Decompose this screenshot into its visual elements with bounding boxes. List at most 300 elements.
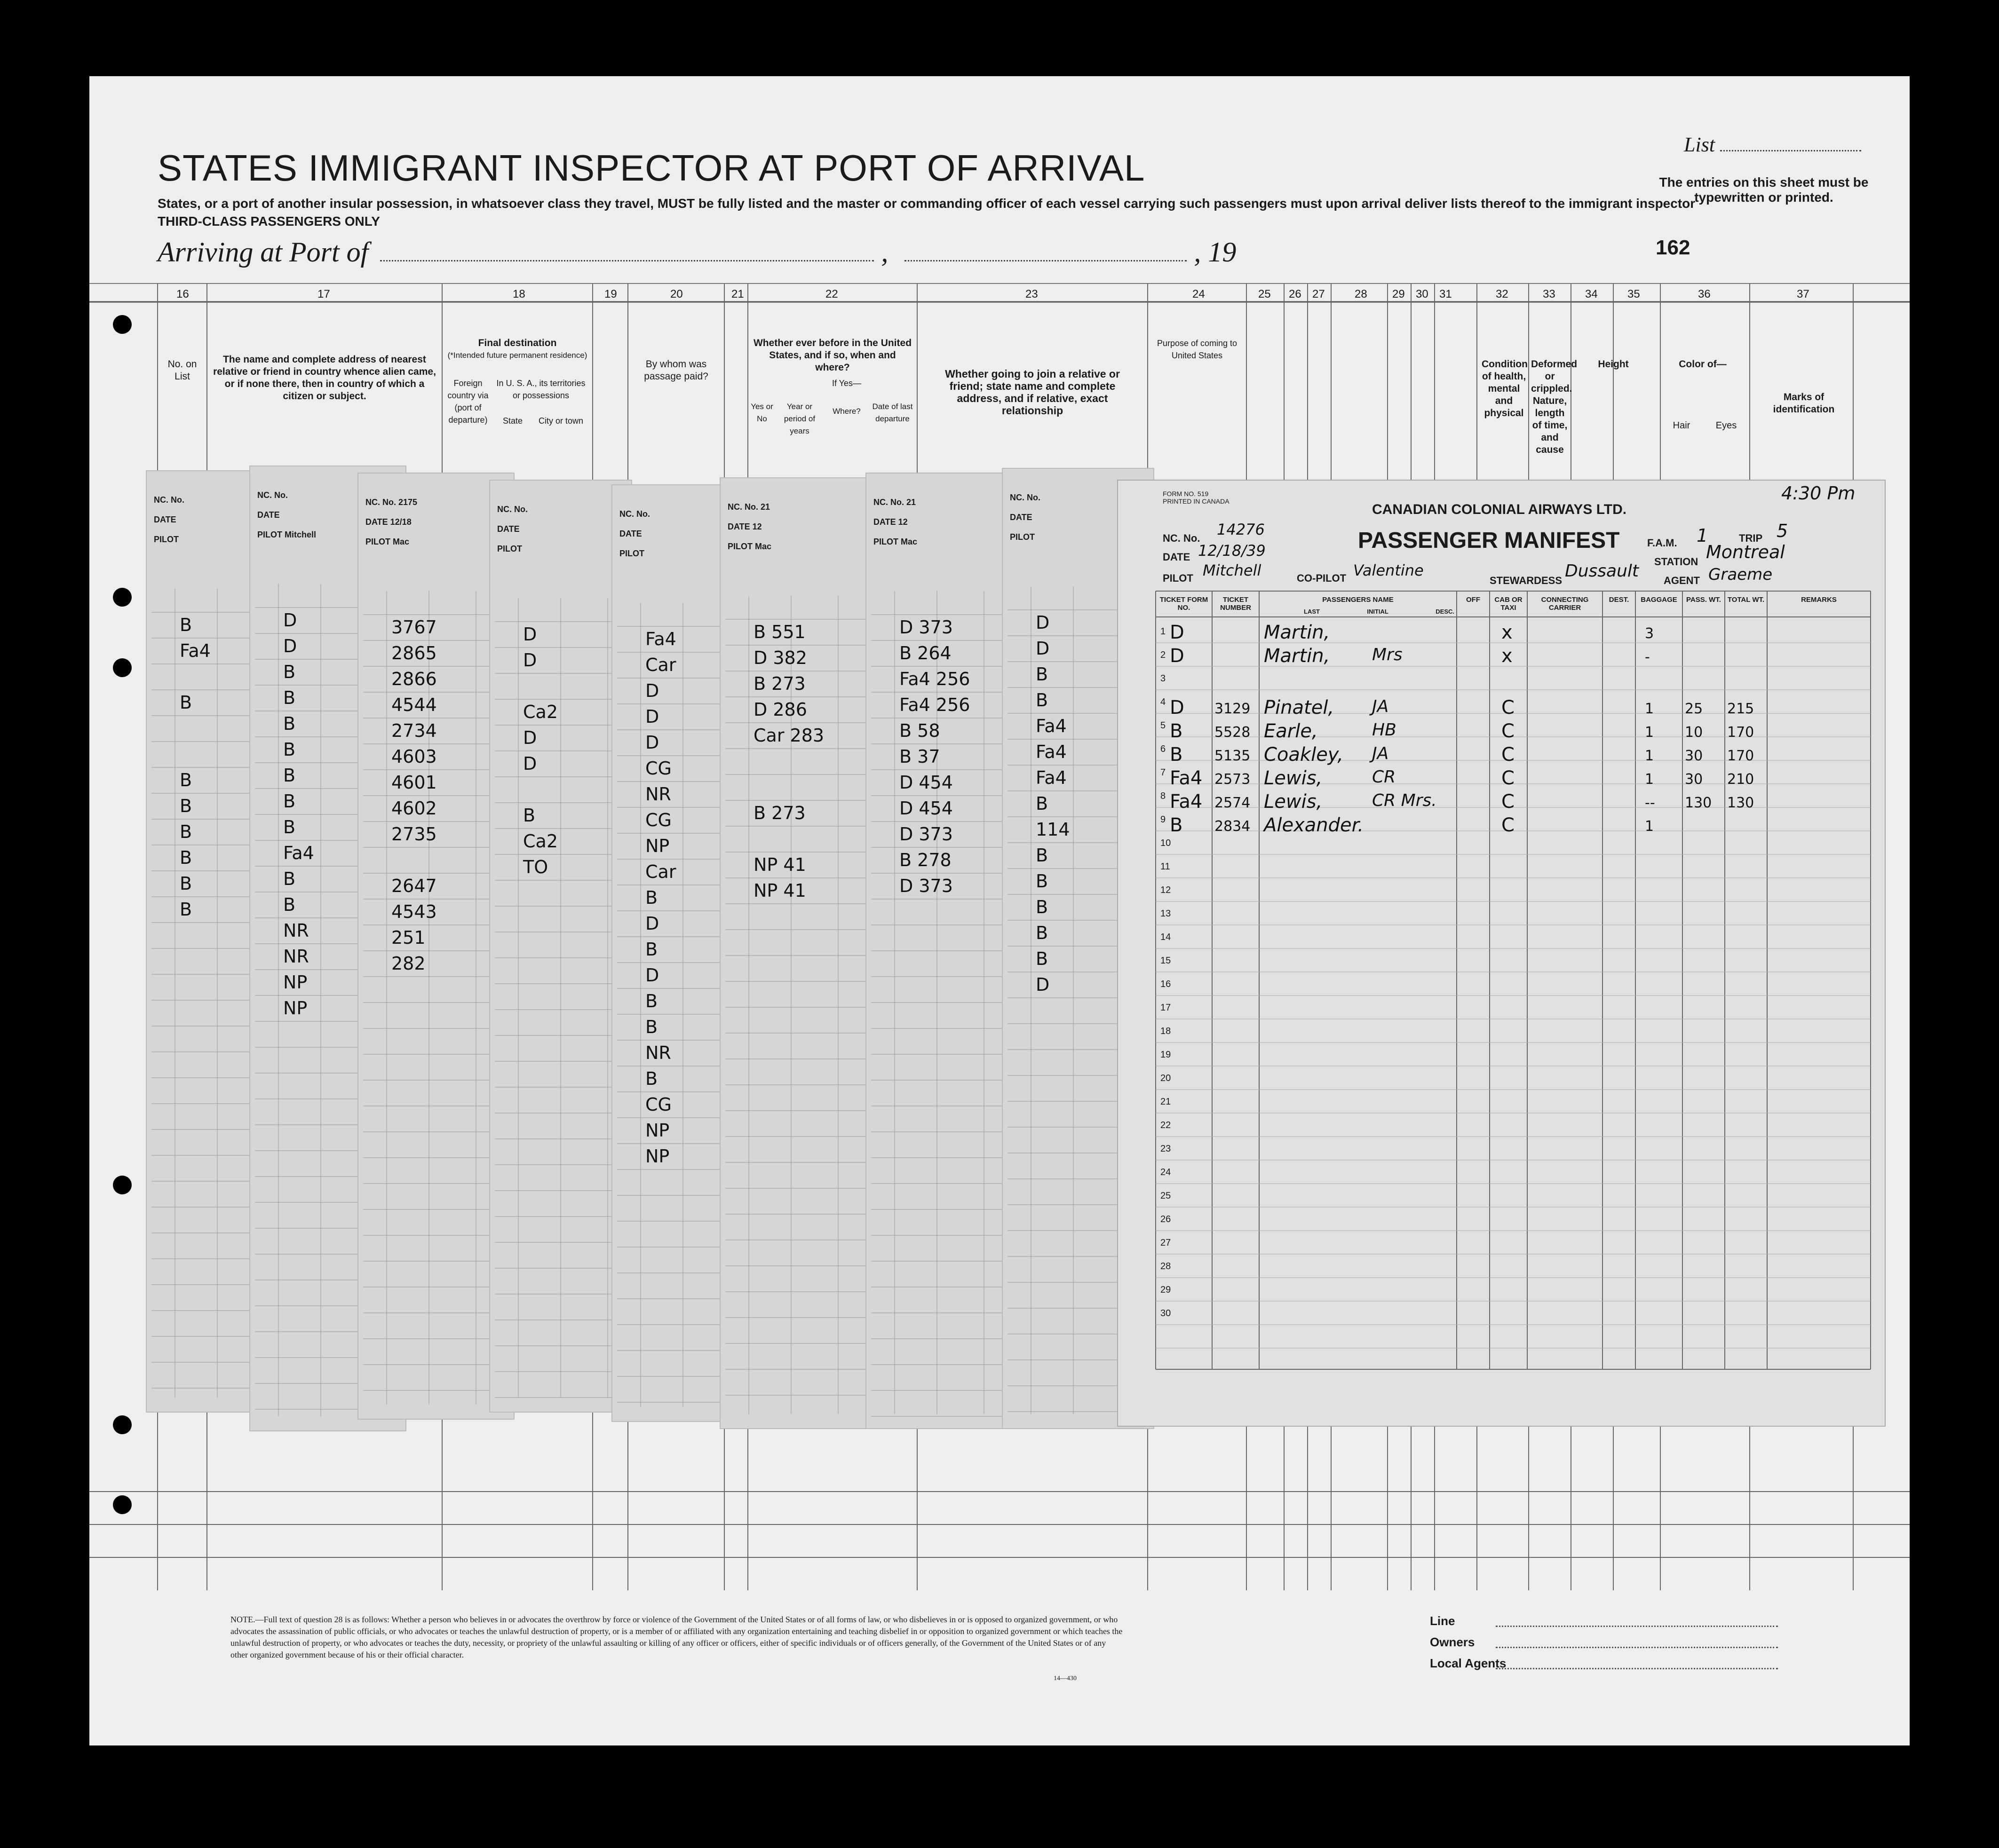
strip-entry: B: [180, 821, 192, 842]
manifest-pass-wt: 130: [1685, 795, 1712, 811]
strip-date: DATE: [619, 529, 642, 538]
manifest-row-number: 27: [1160, 1238, 1171, 1248]
col-num-17: 17: [317, 288, 330, 300]
col-num-31: 31: [1439, 288, 1452, 300]
passenger-manifest: [1117, 480, 1886, 1427]
manifest-row-number: 1: [1160, 626, 1166, 637]
manifest-row-number: 28: [1160, 1261, 1171, 1271]
strip-date: DATE 12: [873, 517, 908, 527]
col-num-16: 16: [176, 288, 189, 300]
manifest-cab-taxi: C: [1501, 744, 1515, 766]
strip-entry: Car 283: [754, 725, 825, 746]
trip-label: TRIP: [1739, 532, 1763, 544]
strip-pilot: PILOT: [619, 549, 644, 558]
list-label: List: [1684, 133, 1861, 157]
manifest-cab-taxi: C: [1501, 791, 1515, 813]
manifest-ticket-number: 2574: [1214, 795, 1251, 811]
manifest-passenger-last-name: Lewis,: [1264, 767, 1323, 789]
strip-entry: 4603: [391, 746, 437, 767]
strip-entry: D: [645, 913, 659, 934]
strip-entry: Fa4 256: [899, 669, 970, 689]
strip-entry: B: [180, 615, 192, 635]
hdr-final-destination: Final destination (*Intended future permanent residence): [447, 338, 587, 360]
strip-entry: NP 41: [754, 854, 806, 875]
strip-entry: B: [645, 1017, 658, 1037]
manifest-total-wt: 215: [1727, 701, 1754, 717]
strip-entry: B: [283, 687, 296, 708]
strip-entry: B: [180, 692, 192, 713]
manifest-row-number: 21: [1160, 1097, 1171, 1107]
strip-entry: NP 41: [754, 880, 806, 901]
col-num-29: 29: [1392, 288, 1405, 300]
manifest-baggage: 1: [1645, 724, 1654, 741]
col-num-20: 20: [670, 288, 683, 300]
strip-entry: B 551: [754, 622, 806, 642]
strip-entry: B 37: [899, 746, 940, 767]
strip-entry: B: [645, 939, 658, 960]
col-num-30: 30: [1416, 288, 1428, 300]
col-num-33: 33: [1543, 288, 1555, 300]
manifest-total-wt: 210: [1727, 771, 1754, 788]
manifest-passenger-last-name: Pinatel,: [1264, 697, 1334, 719]
hdr-join-relative: Whether going to join a relative or friend; state name and complete address, and if relative, exact relationship: [945, 368, 1120, 417]
manifest-row-number: 26: [1160, 1214, 1171, 1224]
manifest-cab-taxi: C: [1501, 697, 1515, 719]
entries-note: The entries on this sheet must be typewritten or printed.: [1659, 175, 1869, 205]
hdr-if-yes: If Yes—: [832, 379, 862, 388]
form-subtitle: States, or a port of another insular possession, in whatsoever class they travel, MUST be fully listed and the master or commanding officer of each vessel carrying such passengers must upon arrival deliver lists thereof to the immigrant inspector: [158, 196, 1696, 211]
manifest-row-number: 7: [1160, 767, 1166, 778]
strip-nc: NC. No.: [1010, 493, 1040, 502]
col-ticket-number: TICKET NUMBER: [1220, 596, 1251, 612]
strip-entry: 4601: [391, 772, 437, 793]
arriving-port-line: Arriving at Port of , , 19: [158, 237, 1237, 268]
strip-entry: D 373: [899, 876, 953, 896]
manifest-pass-wt: 30: [1685, 748, 1703, 764]
strip-grid: [490, 481, 631, 1412]
station-label: STATION: [1654, 556, 1698, 568]
manifest-row-number: 29: [1160, 1285, 1171, 1295]
manifest-passenger-initial: JA: [1372, 697, 1389, 716]
manifest-ticket-number: 2834: [1214, 818, 1251, 835]
agents-field: [1496, 1668, 1778, 1669]
strip-entry: NP: [645, 836, 670, 856]
strip-entry: B 264: [899, 643, 952, 663]
col-num-27: 27: [1312, 288, 1325, 300]
date-label: DATE: [1163, 551, 1190, 563]
strip-entry: D: [523, 650, 537, 671]
strip-entry: D 382: [754, 648, 807, 668]
manifest-row-number: 19: [1160, 1050, 1171, 1060]
strip-entry: 2647: [391, 876, 437, 896]
manifest-cab-taxi: C: [1501, 720, 1515, 742]
strip-entry: CG: [645, 758, 672, 779]
manifest-row-number: 12: [1160, 885, 1171, 895]
strip-entry: NP: [645, 1146, 670, 1167]
manifest-passenger-last-name: Martin,: [1264, 645, 1330, 667]
strip-entry: B 273: [754, 803, 806, 823]
manifest-row-number: 5: [1160, 720, 1166, 731]
manifest-cab-taxi: x: [1501, 645, 1513, 667]
strip-date: DATE: [257, 510, 280, 520]
footnote-question-28: NOTE.—Full text of question 28 is as follows: Whether a person who believes in or advocates the overthrow by force or violence of the Government of the United States or of all forms of law, or who disbelieves in or is opposed to organized government, or who advocates the assassination of public officials, or who advocates or teaches the unlawful destruction of property, or is a member of or affiliated with any organization entertaining and teaching disbelief in or opposition to organized government or which teaches the unlawful destruction of property, or who advocates or teaches the duty, necessity, or propriety of the unlawful assaulting or killing of any officer or officers, either of specific individuals or of officers generally, of the Government of the United States or of any other organized government because of his or their official character.: [230, 1615, 1123, 1659]
col-num-26: 26: [1289, 288, 1301, 300]
strip-entry: B: [1036, 664, 1048, 685]
manifest-row-number: 18: [1160, 1026, 1171, 1036]
strip-entry: B 278: [899, 850, 952, 870]
port-blank: [380, 260, 874, 261]
binder-hole: [113, 588, 132, 607]
strip-entry: TO: [523, 857, 548, 877]
col-ticket-form: TICKET FORM NO.: [1159, 596, 1208, 612]
strip-date: DATE 12: [728, 522, 762, 531]
col-num-18: 18: [513, 288, 525, 300]
arriving-label: Arriving at Port of: [158, 237, 369, 268]
hdr-passage-paid: By whom was passage paid?: [644, 359, 708, 382]
manifest-passenger-last-name: Lewis,: [1264, 791, 1323, 813]
manifest-passenger-initial: Mrs: [1372, 645, 1403, 664]
attached-ticket-strip: [489, 480, 632, 1413]
manifest-ticket-number: 5528: [1214, 724, 1251, 741]
stewardess-label: STEWARDESS: [1490, 575, 1563, 586]
manifest-passenger-last-name: Alexander.: [1264, 814, 1364, 836]
strip-entry: 3767: [391, 617, 437, 638]
col-num-19: 19: [604, 288, 617, 300]
manifest-form-no: FORM NO. 519 PRINTED IN CANADA: [1163, 490, 1230, 505]
agent-value: Graeme: [1708, 565, 1773, 584]
manifest-row-number: 14: [1160, 932, 1171, 942]
strip-entry: B 273: [754, 673, 806, 694]
hdr-period: Year or period of years: [784, 402, 816, 435]
col-num-35: 35: [1627, 288, 1640, 300]
col-baggage: BAGGAGE: [1641, 596, 1677, 604]
col-num-24: 24: [1192, 288, 1205, 300]
strip-entry: B: [283, 739, 296, 760]
strip-entry: B: [180, 899, 192, 920]
binder-hole: [113, 658, 132, 677]
manifest-cab-taxi: C: [1501, 767, 1515, 789]
binder-hole: [113, 315, 132, 334]
manifest-baggage: --: [1645, 795, 1655, 811]
strip-entry: 4544: [391, 695, 437, 715]
strip-entry: B: [283, 791, 296, 812]
strip-nc: NC. No.: [619, 509, 650, 519]
strip-entry: NP: [645, 1120, 670, 1141]
manifest-time-note: 4:30 Pm: [1781, 483, 1856, 504]
sheet-number: 162: [1656, 236, 1690, 259]
hdr-purpose: Purpose of coming to United States: [1157, 339, 1237, 360]
strip-entry: NR: [645, 1042, 671, 1063]
col-pass-wt: PASS. WT.: [1686, 596, 1721, 604]
strip-entry: 2865: [391, 643, 437, 663]
strip-entry: B: [180, 796, 192, 816]
hdr-marks-identification: Marks of identification: [1773, 392, 1835, 415]
fam-value: 1: [1697, 525, 1708, 546]
strip-nc: NC. No. 21: [873, 498, 916, 507]
manifest-row-number: 17: [1160, 1003, 1171, 1013]
manifest-company: CANADIAN COLONIAL AIRWAYS LTD.: [1372, 502, 1627, 517]
strip-pilot: PILOT: [1010, 532, 1035, 542]
binder-hole: [113, 1415, 132, 1434]
manifest-total-wt: 130: [1727, 795, 1754, 811]
hdr-in-usa: In U. S. A., its territories or possessions: [496, 379, 586, 400]
pilot-label: PILOT: [1163, 572, 1193, 584]
date-blank: [904, 260, 1187, 261]
binder-hole: [113, 1495, 132, 1514]
manifest-total-wt: 170: [1727, 748, 1754, 764]
strip-entry: NR: [283, 920, 309, 941]
manifest-cab-taxi: x: [1501, 622, 1513, 643]
col-off: OFF: [1466, 596, 1480, 604]
manifest-row-number: 8: [1160, 791, 1166, 801]
manifest-row-number: 16: [1160, 979, 1171, 989]
manifest-title: PASSENGER MANIFEST: [1358, 528, 1620, 553]
strip-entry: D: [523, 753, 537, 774]
strip-entry: B: [645, 1068, 658, 1089]
strip-nc: NC. No.: [497, 505, 528, 514]
strip-entry: CG: [645, 810, 672, 830]
manifest-baggage: 1: [1645, 748, 1654, 764]
owners-label: Owners: [1430, 1635, 1475, 1649]
strip-entry: 2734: [391, 720, 437, 741]
manifest-ticket-form: B: [1170, 814, 1183, 836]
strip-entry: D: [283, 610, 297, 631]
manifest-baggage: 3: [1645, 625, 1654, 642]
strip-entry: 4543: [391, 901, 437, 922]
strip-entry: D 373: [899, 617, 953, 638]
manifest-passenger-initial: JA: [1372, 744, 1389, 763]
strip-entry: Fa4: [1036, 742, 1067, 762]
line-label: Line: [1430, 1614, 1455, 1628]
attached-ticket-strip: [720, 477, 877, 1429]
manifest-row-number: 13: [1160, 908, 1171, 919]
manifest-row-number: 3: [1160, 673, 1166, 684]
col-total-wt: TOTAL WT.: [1727, 596, 1765, 604]
hdr-ever-before-in-us: Whether ever before in the United States, and if so, when and where?: [753, 338, 912, 373]
strip-entry: B: [283, 894, 296, 915]
manifest-cab-taxi: C: [1501, 814, 1515, 836]
strip-entry: D: [645, 732, 659, 753]
manifest-passenger-last-name: Earle,: [1264, 720, 1318, 742]
col-num-37: 37: [1797, 288, 1809, 300]
hdr-color-of: Color of—: [1679, 359, 1727, 370]
trip-value: 5: [1777, 521, 1788, 541]
col-num-34: 34: [1585, 288, 1598, 300]
strip-nc: NC. No. 21: [728, 502, 770, 512]
strip-entry: D 373: [899, 824, 953, 845]
strip-entry: 251: [391, 927, 426, 948]
strip-entry: B: [645, 991, 658, 1011]
strip-entry: 4602: [391, 798, 437, 819]
strip-entry: D: [645, 706, 659, 727]
nc-value: 14276: [1217, 521, 1265, 538]
strip-entry: D: [1036, 974, 1050, 995]
col-dest: DEST.: [1609, 596, 1629, 604]
manifest-total-wt: 170: [1727, 724, 1754, 741]
manifest-row-number: 2: [1160, 650, 1166, 660]
strip-entry: B: [523, 805, 536, 826]
strip-entry: D: [1036, 612, 1050, 633]
form-id: 14—430: [1054, 1675, 1077, 1682]
strip-entry: Ca2: [523, 702, 558, 722]
hdr-foreign-country: Foreign country via (port of departure): [447, 379, 489, 425]
strip-entry: 2735: [391, 824, 437, 845]
strip-entry: CG: [645, 1094, 672, 1115]
manifest-ticket-form: B: [1170, 720, 1183, 742]
col-remarks: REMARKS: [1801, 596, 1837, 604]
manifest-row-number: 30: [1160, 1308, 1171, 1319]
strip-entry: NR: [645, 784, 671, 805]
strip-entry: D 454: [899, 772, 953, 793]
col-num-36: 36: [1698, 288, 1711, 300]
strip-entry: B: [283, 713, 296, 734]
strip-entry: B: [1036, 923, 1048, 943]
strip-entry: Fa4: [1036, 716, 1067, 736]
strip-entry: D: [645, 680, 659, 701]
manifest-ticket-form: Fa4: [1170, 767, 1203, 789]
strip-entry: B: [283, 817, 296, 837]
col-passenger-name: PASSENGERS NAME LAST INITIAL DESC.: [1304, 596, 1454, 615]
strip-entry: B: [1036, 871, 1048, 892]
manifest-passenger-last-name: Martin,: [1264, 622, 1330, 643]
attached-ticket-strip: [865, 473, 1023, 1429]
strip-entry: B: [1036, 690, 1048, 711]
strip-entry: B: [645, 887, 658, 908]
class-line: THIRD-CLASS PASSENGERS ONLY: [158, 214, 380, 229]
manifest-baggage: 1: [1645, 771, 1654, 788]
manifest-baggage: -: [1645, 649, 1650, 665]
owners-field: [1496, 1647, 1778, 1648]
fam-label: F.A.M.: [1647, 537, 1677, 549]
stewardess-value: Dussault: [1565, 561, 1639, 581]
col-num-21: 21: [731, 288, 744, 300]
strip-entry: Ca2: [523, 831, 558, 852]
hdr-deformed: Deformed or crippled. Nature, length of time, and cause: [1531, 359, 1578, 455]
manifest-row-number: 25: [1160, 1191, 1171, 1201]
strip-entry: B: [283, 765, 296, 786]
col-num-22: 22: [825, 288, 838, 300]
strip-grid: [721, 478, 876, 1428]
strip-pilot: PILOT Mac: [365, 537, 410, 546]
manifest-passenger-initial: CR Mrs.: [1372, 791, 1437, 810]
manifest-ticket-form: B: [1170, 744, 1183, 766]
strip-date: DATE 12/18: [365, 517, 412, 527]
strip-entry: NP: [283, 972, 308, 993]
strip-nc: NC. No.: [154, 495, 184, 505]
strip-pilot: PILOT Mac: [873, 537, 918, 546]
hdr-yes-no: Yes or No: [751, 402, 773, 423]
station-value: Montreal: [1706, 542, 1785, 562]
manifest-row-number: 15: [1160, 956, 1171, 966]
manifest-row-number: 10: [1160, 838, 1171, 848]
manifest-passenger-initial: HB: [1372, 720, 1396, 740]
strip-entry: Car: [645, 861, 676, 882]
strip-entry: B: [283, 662, 296, 682]
form-title: STATES IMMIGRANT INSPECTOR AT PORT OF ARRIVAL: [158, 147, 1145, 189]
hdr-no-on-list: No. on List: [167, 359, 197, 382]
manifest-row-number: 4: [1160, 697, 1166, 707]
col-connecting-carrier: CONNECTING CARRIER: [1541, 596, 1589, 612]
strip-entry: D 286: [754, 699, 807, 720]
pilot-value: Mitchell: [1203, 561, 1261, 579]
strip-pilot: PILOT Mitchell: [257, 530, 317, 539]
manifest-ticket-number: 2573: [1214, 771, 1251, 788]
manifest-row-number: 20: [1160, 1073, 1171, 1083]
manifest-ticket-number: 3129: [1214, 701, 1251, 717]
copilot-label: CO-PILOT: [1297, 572, 1347, 584]
manifest-pass-wt: 30: [1685, 771, 1703, 788]
strip-pilot: PILOT: [497, 544, 522, 553]
hdr-height: Height: [1598, 359, 1629, 370]
col-num-23: 23: [1025, 288, 1038, 300]
hdr-last-departure: Date of last departure: [872, 402, 913, 423]
manifest-ticket-form: D: [1170, 697, 1184, 719]
manifest-row-number: 24: [1160, 1167, 1171, 1177]
manifest-row-number: 11: [1160, 861, 1170, 872]
manifest-baggage: 1: [1645, 701, 1654, 717]
manifest-row-number: 22: [1160, 1120, 1171, 1130]
manifest-pass-wt: 25: [1685, 701, 1703, 717]
strip-entry: Car: [645, 655, 676, 675]
hdr-nearest-relative: The name and complete address of nearest relative or friend in country whence alien came, or if none there, then in country of which a citizen or subject.: [213, 354, 436, 402]
strip-entry: D: [523, 727, 537, 748]
manifest-ticket-form: D: [1170, 622, 1184, 643]
strip-entry: D: [283, 636, 297, 656]
hdr-where: Where?: [833, 407, 861, 416]
manifest-passenger-last-name: Coakley,: [1264, 744, 1344, 766]
strip-entry: 282: [391, 953, 426, 974]
col-num-25: 25: [1258, 288, 1271, 300]
strip-entry: Fa4: [1036, 767, 1067, 788]
manifest-ticket-number: 5135: [1214, 748, 1251, 764]
copilot-value: Valentine: [1353, 561, 1424, 579]
hdr-condition-health: Condition of health, mental and physical: [1482, 359, 1528, 419]
hdr-state: State: [502, 416, 523, 426]
strip-entry: B 58: [899, 720, 940, 741]
strip-entry: 2866: [391, 669, 437, 689]
strip-pilot: PILOT: [154, 535, 179, 544]
agent-label: AGENT: [1664, 575, 1700, 586]
strip-entry: B: [180, 847, 192, 868]
col-num-32: 32: [1496, 288, 1508, 300]
strip-entry: NR: [283, 946, 309, 967]
manifest-pass-wt: 10: [1685, 724, 1703, 741]
strip-entry: NP: [283, 998, 308, 1019]
year-label: 19: [1208, 237, 1237, 268]
strip-date: DATE: [497, 524, 520, 534]
strip-date: DATE: [1010, 513, 1032, 522]
manifest-baggage: 1: [1645, 818, 1654, 835]
strip-entry: Fa4: [283, 843, 314, 863]
hdr-eyes: Eyes: [1715, 420, 1737, 431]
manifest-ticket-form: D: [1170, 645, 1184, 667]
strip-nc: NC. No. 2175: [365, 498, 418, 507]
strip-entry: Fa4 256: [899, 695, 970, 715]
strip-date: DATE: [154, 515, 176, 524]
line-field: [1496, 1626, 1778, 1627]
strip-pilot: PILOT Mac: [728, 542, 772, 551]
strip-entry: D 454: [899, 798, 953, 819]
hdr-hair: Hair: [1673, 420, 1690, 431]
strip-entry: B: [1036, 845, 1048, 866]
strip-nc: NC. No.: [257, 490, 288, 500]
strip-entry: B: [283, 869, 296, 889]
manifest-passenger-initial: CR: [1372, 767, 1396, 787]
strip-entry: B: [180, 873, 192, 894]
manifest-row-number: 6: [1160, 744, 1166, 754]
strip-entry: B: [1036, 948, 1048, 969]
manifest-ticket-form: Fa4: [1170, 791, 1203, 813]
